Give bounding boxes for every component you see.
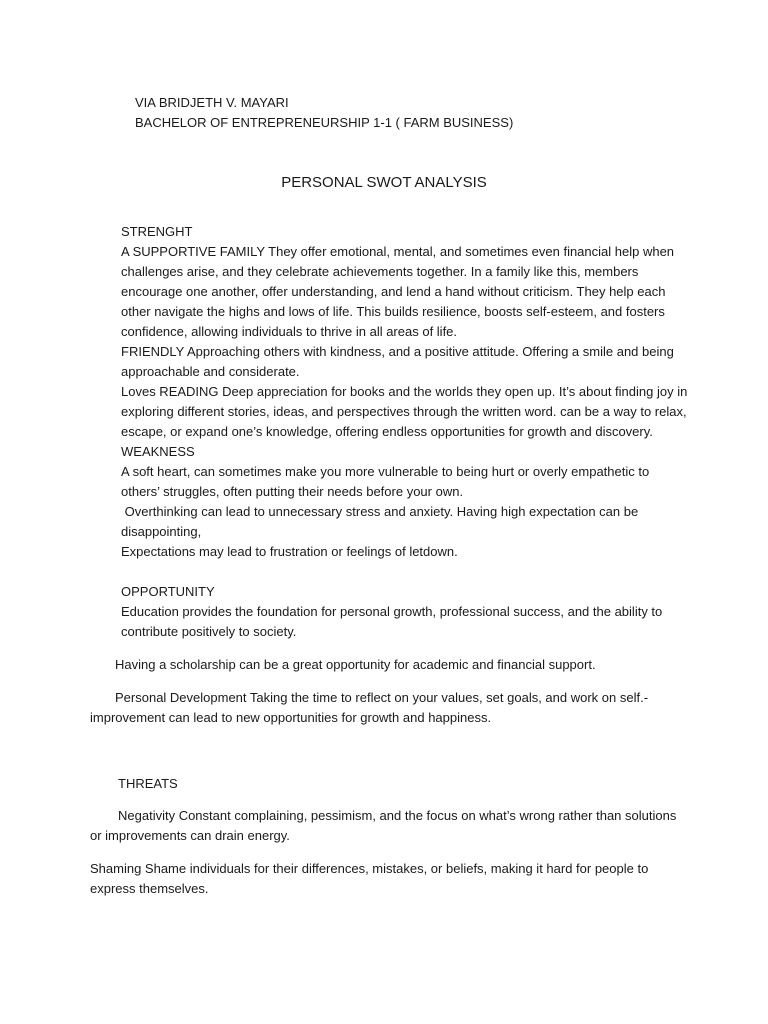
strength-reading: Loves READING Deep appreciation for books and the worlds they open up. It’s about finding joy in exploring different stories, ideas, and perspectives through the written word. can be a way to relax, escape, or expand one’s knowledge, offering endless opportunities for growth and discovery. [121, 384, 688, 439]
strength-friendly: FRIENDLY Approaching others with kindness, and a positive attitude. Offering a smile and being approachable and considerate. [121, 344, 674, 379]
opportunity-scholarship: Having a scholarship can be a great opportunity for academic and financial support. [115, 657, 596, 672]
strength-section [121, 222, 691, 442]
strength-heading: STRENGHT [121, 224, 193, 239]
opportunity-scholarship-block [90, 655, 690, 675]
threats-shaming: Shaming Shame individuals for their differences, mistakes, or beliefs, making it hard for people to express themselves. [90, 861, 649, 896]
threats-shaming-block [90, 859, 690, 899]
author-name: VIA BRIDJETH V. MAYARI [135, 95, 289, 110]
weakness-section [121, 442, 691, 562]
weakness-overthinking: Overthinking can lead to unnecessary stress and anxiety. Having high expectation can be disappointing, [121, 504, 642, 539]
weakness-heading: WEAKNESS [121, 444, 195, 459]
document-title: PERSONAL SWOT ANALYSIS [281, 174, 487, 191]
author-block [135, 93, 513, 133]
opportunity-development-block [90, 688, 690, 728]
threats-negativity-block [90, 806, 690, 846]
threats-negativity: Negativity Constant complaining, pessimism, and the focus on what’s wrong rather than solutions or improvements can drain energy. [90, 808, 677, 843]
author-program: BACHELOR OF ENTREPRENEURSHIP 1-1 ( FARM BUSINESS) [135, 115, 514, 130]
weakness-soft-heart: A soft heart, can sometimes make you more vulnerable to being hurt or overly empathetic to others’ struggles, often putting their needs before your own. [121, 464, 650, 499]
strength-family: A SUPPORTIVE FAMILY They offer emotional, mental, and sometimes even financial help when challenges arise, and they celebrate achievements together. In a family like this, members encourage one another, offer understanding, and lend a hand without criticism. They help each other navigate the highs and lows of life. This builds resilience, boosts self-esteem, and fosters confidence, allowing individuals to thrive in all areas of life. [121, 244, 675, 339]
opportunity-section [121, 582, 691, 642]
opportunity-development: Personal Development Taking the time to reflect on your values, set goals, and work on self.- improvement can lead to new opportunities for growth and happiness. [90, 690, 649, 725]
opportunity-education: Education provides the foundation for personal growth, professional success, and the ability to contribute positively to society. [121, 604, 663, 639]
threats-heading-block [90, 774, 690, 794]
weakness-expectations: Expectations may lead to frustration or feelings of letdown. [121, 544, 458, 559]
threats-heading: THREATS [118, 776, 178, 791]
opportunity-heading: OPPORTUNITY [121, 584, 215, 599]
